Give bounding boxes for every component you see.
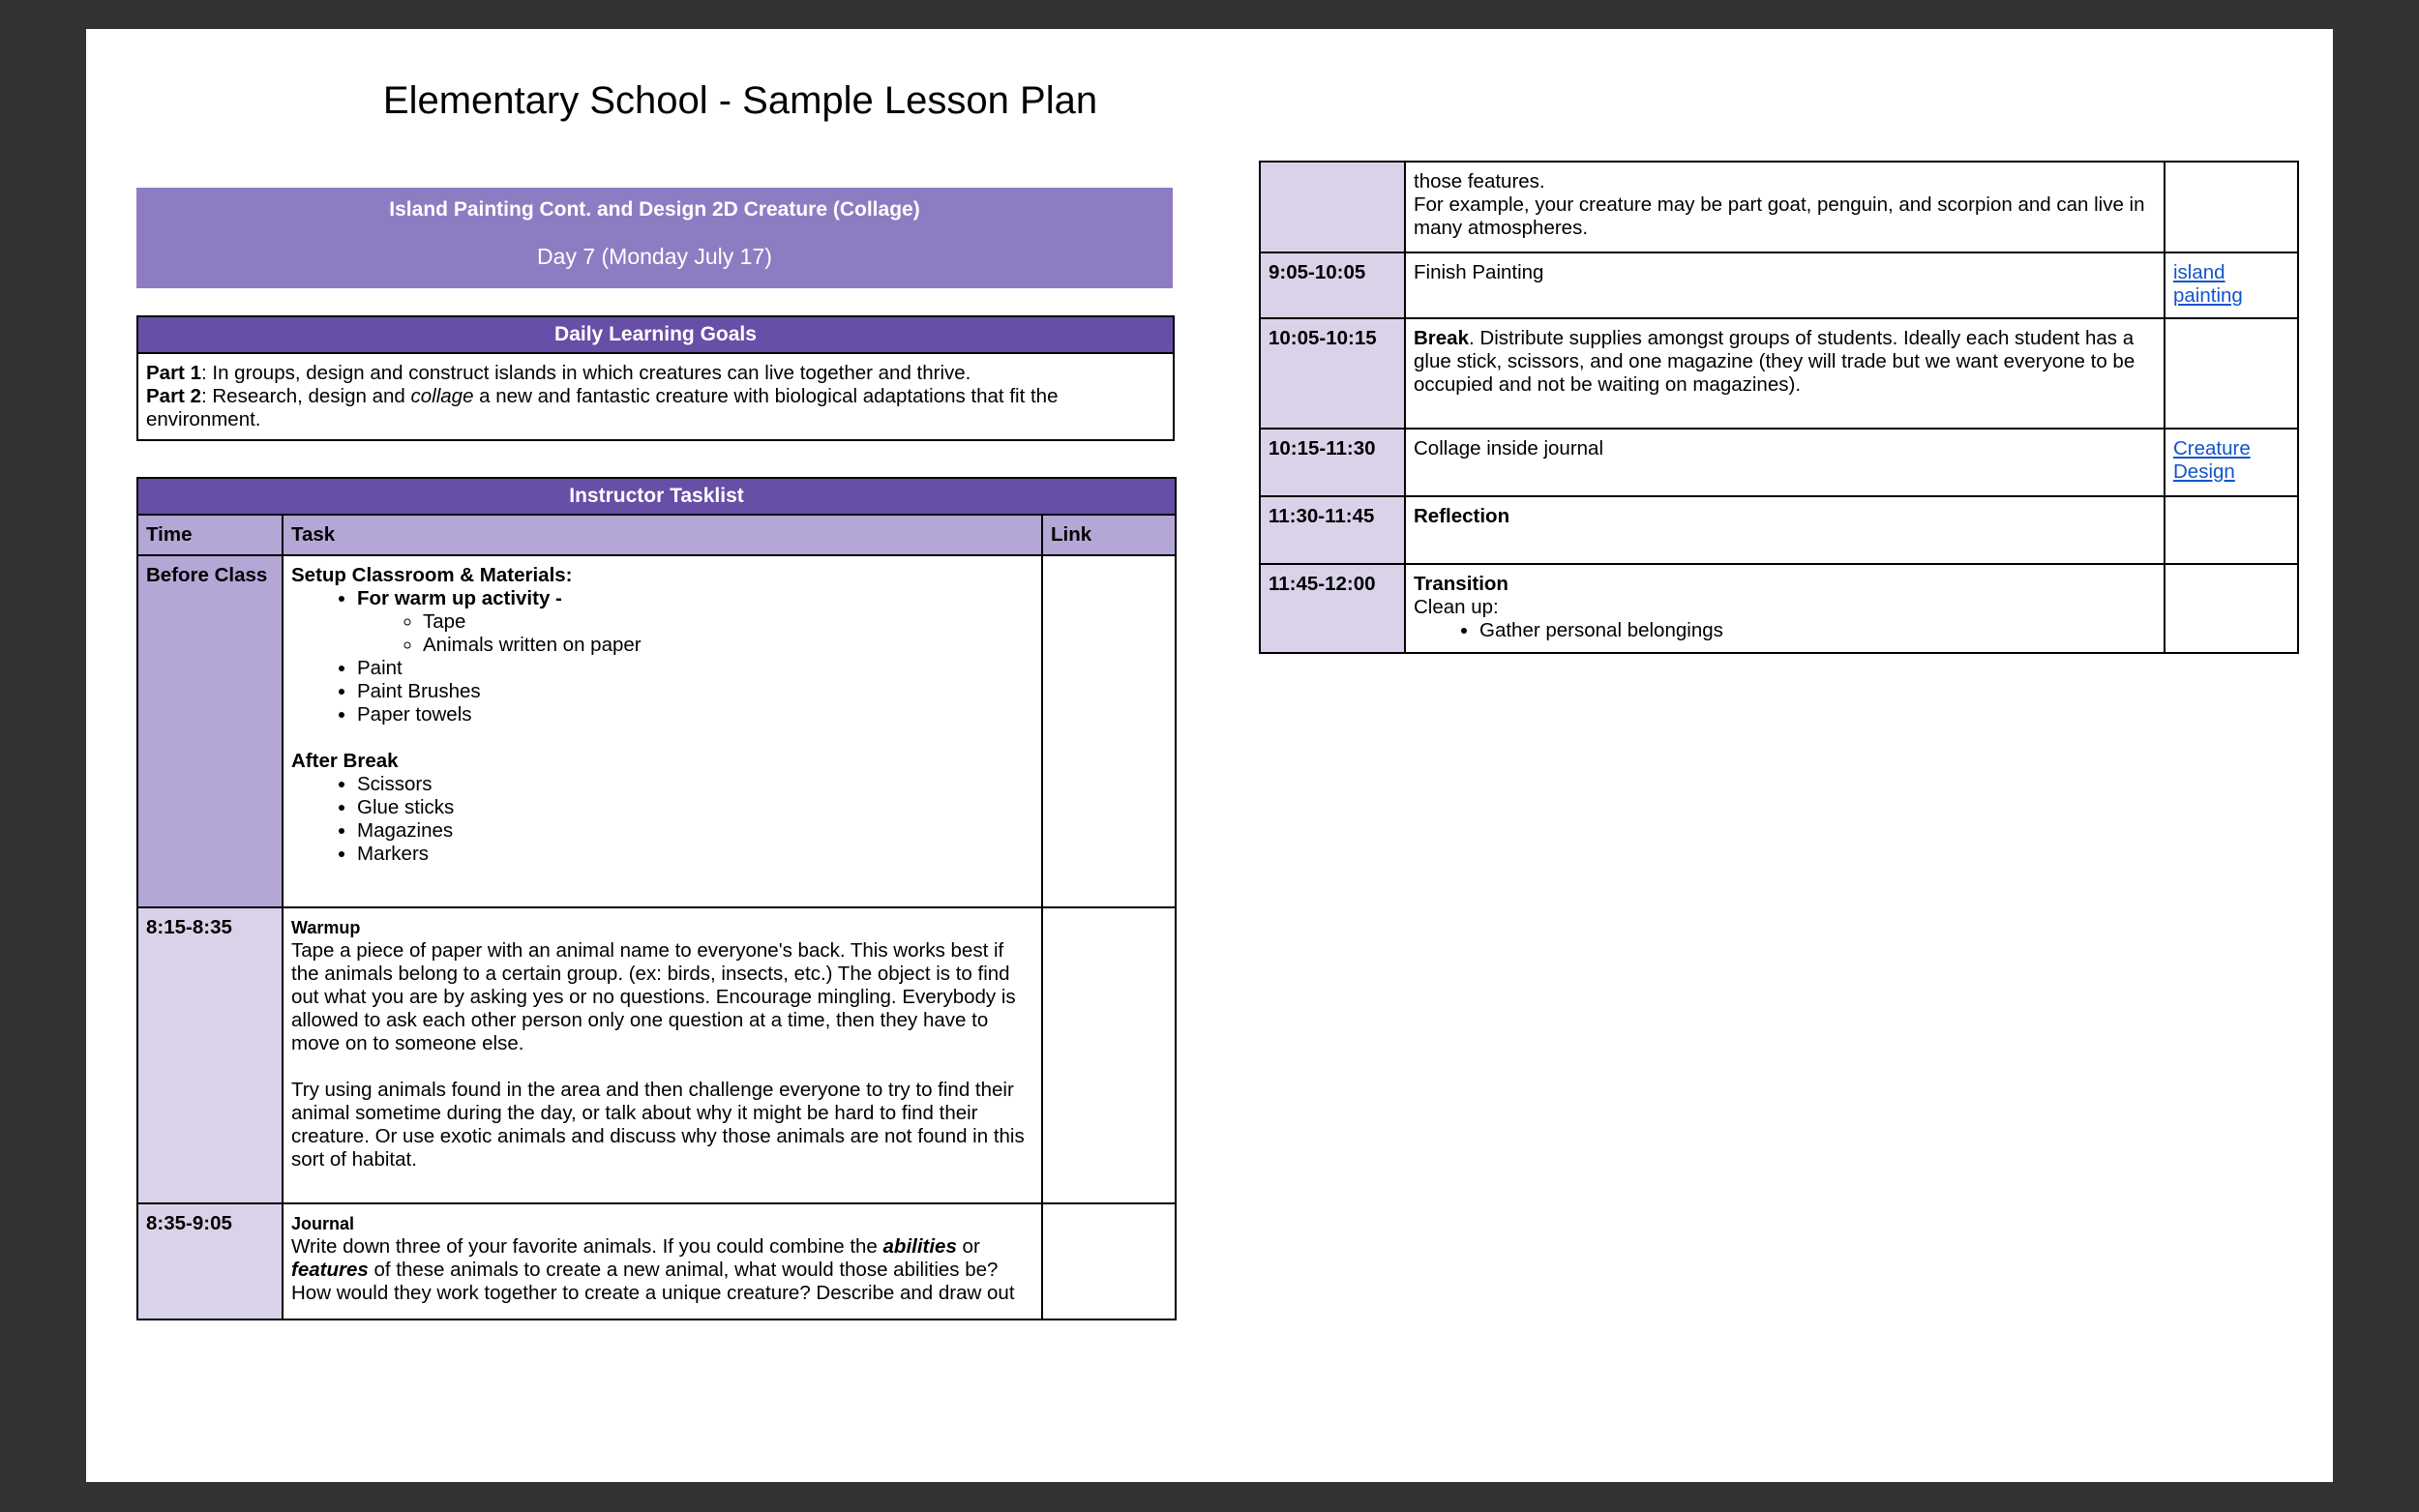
link-cell <box>2165 429 2298 496</box>
link-cell <box>2165 252 2298 318</box>
learning-goals-table <box>136 315 1175 441</box>
list-item: ◦ Animals written on paper <box>423 634 1033 657</box>
island-painting-link[interactable]: island painting <box>2173 261 2243 307</box>
list-item: • Glue sticks <box>357 796 1033 819</box>
time-cell: 8:15-8:35 <box>137 907 283 1203</box>
continued-line1: those features. <box>1414 170 1545 193</box>
table-row <box>1260 252 2298 318</box>
after-break-title: After Break <box>291 750 399 772</box>
column-header-task: Task <box>283 515 1042 555</box>
warmup-para1: Tape a piece of paper with an animal name to everyone's back. This works best if the animals belong to a certain group. (ex: birds, insects, etc.) The object is to find out what you are by asking yes or no questions. Encourage mingling. Everybody is allowed to ask each other person only one question at a time, then they have to move on to someone else. <box>291 939 1016 1054</box>
goals-header: Daily Learning Goals <box>137 316 1174 353</box>
instructor-tasklist-table <box>136 477 1177 1320</box>
goal-part2: Part 2: Research, design and collage a new and fantastic creature with biological adaptations that fit the environment. <box>146 385 1059 430</box>
task-cell: Collage inside journal <box>1405 429 2165 496</box>
list-item: • Paint Brushes <box>357 680 1033 703</box>
column-header-link: Link <box>1042 515 1176 555</box>
link-cell <box>2165 162 2298 252</box>
list-item: • Paint <box>357 657 1033 680</box>
table-row <box>137 1203 1176 1319</box>
warmup-title: Warmup <box>291 918 361 937</box>
table-row <box>1260 318 2298 429</box>
task-cell <box>283 907 1042 1203</box>
time-cell: 11:45-12:00 <box>1260 564 1405 653</box>
task-cell: Break. Distribute supplies amongst groups of students. Ideally each student has a glue stick, scissors, and one magazine (they will trade but we want everyone to be occupied and not be waiting on magazines). <box>1405 318 2165 429</box>
tasklist-header: Instructor Tasklist <box>137 478 1176 515</box>
table-row <box>1260 564 2298 653</box>
journal-title: Journal <box>291 1214 355 1233</box>
time-cell: Before Class <box>137 555 283 907</box>
table-row <box>137 907 1176 1203</box>
banner-heading: Island Painting Cont. and Design 2D Creature (Collage) <box>389 198 920 221</box>
time-cell: 8:35-9:05 <box>137 1203 283 1319</box>
task-cell <box>1405 162 2165 252</box>
link-cell <box>1042 907 1176 1203</box>
link-cell <box>2165 318 2298 429</box>
lesson-banner <box>136 188 1173 288</box>
task-cell: Reflection <box>1405 496 2165 564</box>
list-item: ◦ Tape <box>423 610 1033 634</box>
journal-text: Write down three of your favorite animals. If you could combine the abilities or features of these animals to create a new animal, what would those abilities be? How would they work together to create a unique creature? Describe and draw out <box>291 1235 1015 1304</box>
time-cell: 10:15-11:30 <box>1260 429 1405 496</box>
list-item: • Paper towels <box>357 703 1033 726</box>
banner-day: Day 7 (Monday July 17) <box>537 244 772 269</box>
time-cell: 10:05-10:15 <box>1260 318 1405 429</box>
task-cell <box>1405 564 2165 653</box>
setup-title: Setup Classroom & Materials: <box>291 564 573 586</box>
list-item: • Gather personal belongings <box>1479 619 2156 642</box>
link-cell <box>1042 555 1176 907</box>
link-cell <box>2165 564 2298 653</box>
table-row <box>1260 162 2298 252</box>
task-cell: Finish Painting <box>1405 252 2165 318</box>
transition-title: Transition <box>1414 573 1508 595</box>
table-row <box>1260 429 2298 496</box>
warmup-para2: Try using animals found in the area and then challenge everyone to try to find their animal sometime during the day, or talk about why it might be hard to find their creature. Or use exotic animals and discuss why those animals are not found in this sort of habitat. <box>291 1079 1025 1171</box>
link-cell <box>1042 1203 1176 1319</box>
table-row <box>137 555 1176 907</box>
table-row <box>1260 496 2298 564</box>
time-cell: 11:30-11:45 <box>1260 496 1405 564</box>
list-item: • Markers <box>357 843 1033 866</box>
list-item: • Scissors <box>357 773 1033 796</box>
goals-body <box>137 353 1174 440</box>
page-title: Elementary School - Sample Lesson Plan <box>382 79 1098 122</box>
link-cell <box>2165 496 2298 564</box>
task-cell <box>283 555 1042 907</box>
creature-design-link[interactable]: Creature Design <box>2173 437 2251 483</box>
task-cell <box>283 1203 1042 1319</box>
document-page <box>86 29 2333 1482</box>
column-header-time: Time <box>137 515 283 555</box>
tasklist-continued-table <box>1259 161 2299 654</box>
time-cell: 9:05-10:05 <box>1260 252 1405 318</box>
list-item: • Magazines <box>357 819 1033 843</box>
list-item: • For warm up activity - ◦ Tape ◦ Animals written on paper <box>357 587 1033 657</box>
continued-line2: For example, your creature may be part goat, penguin, and scorpion and can live in many atmospheres. <box>1414 193 2145 239</box>
goal-part1: Part 1: In groups, design and construct islands in which creatures can live together and thrive. <box>146 362 971 384</box>
time-cell <box>1260 162 1405 252</box>
transition-sub: Clean up: <box>1414 596 1499 618</box>
